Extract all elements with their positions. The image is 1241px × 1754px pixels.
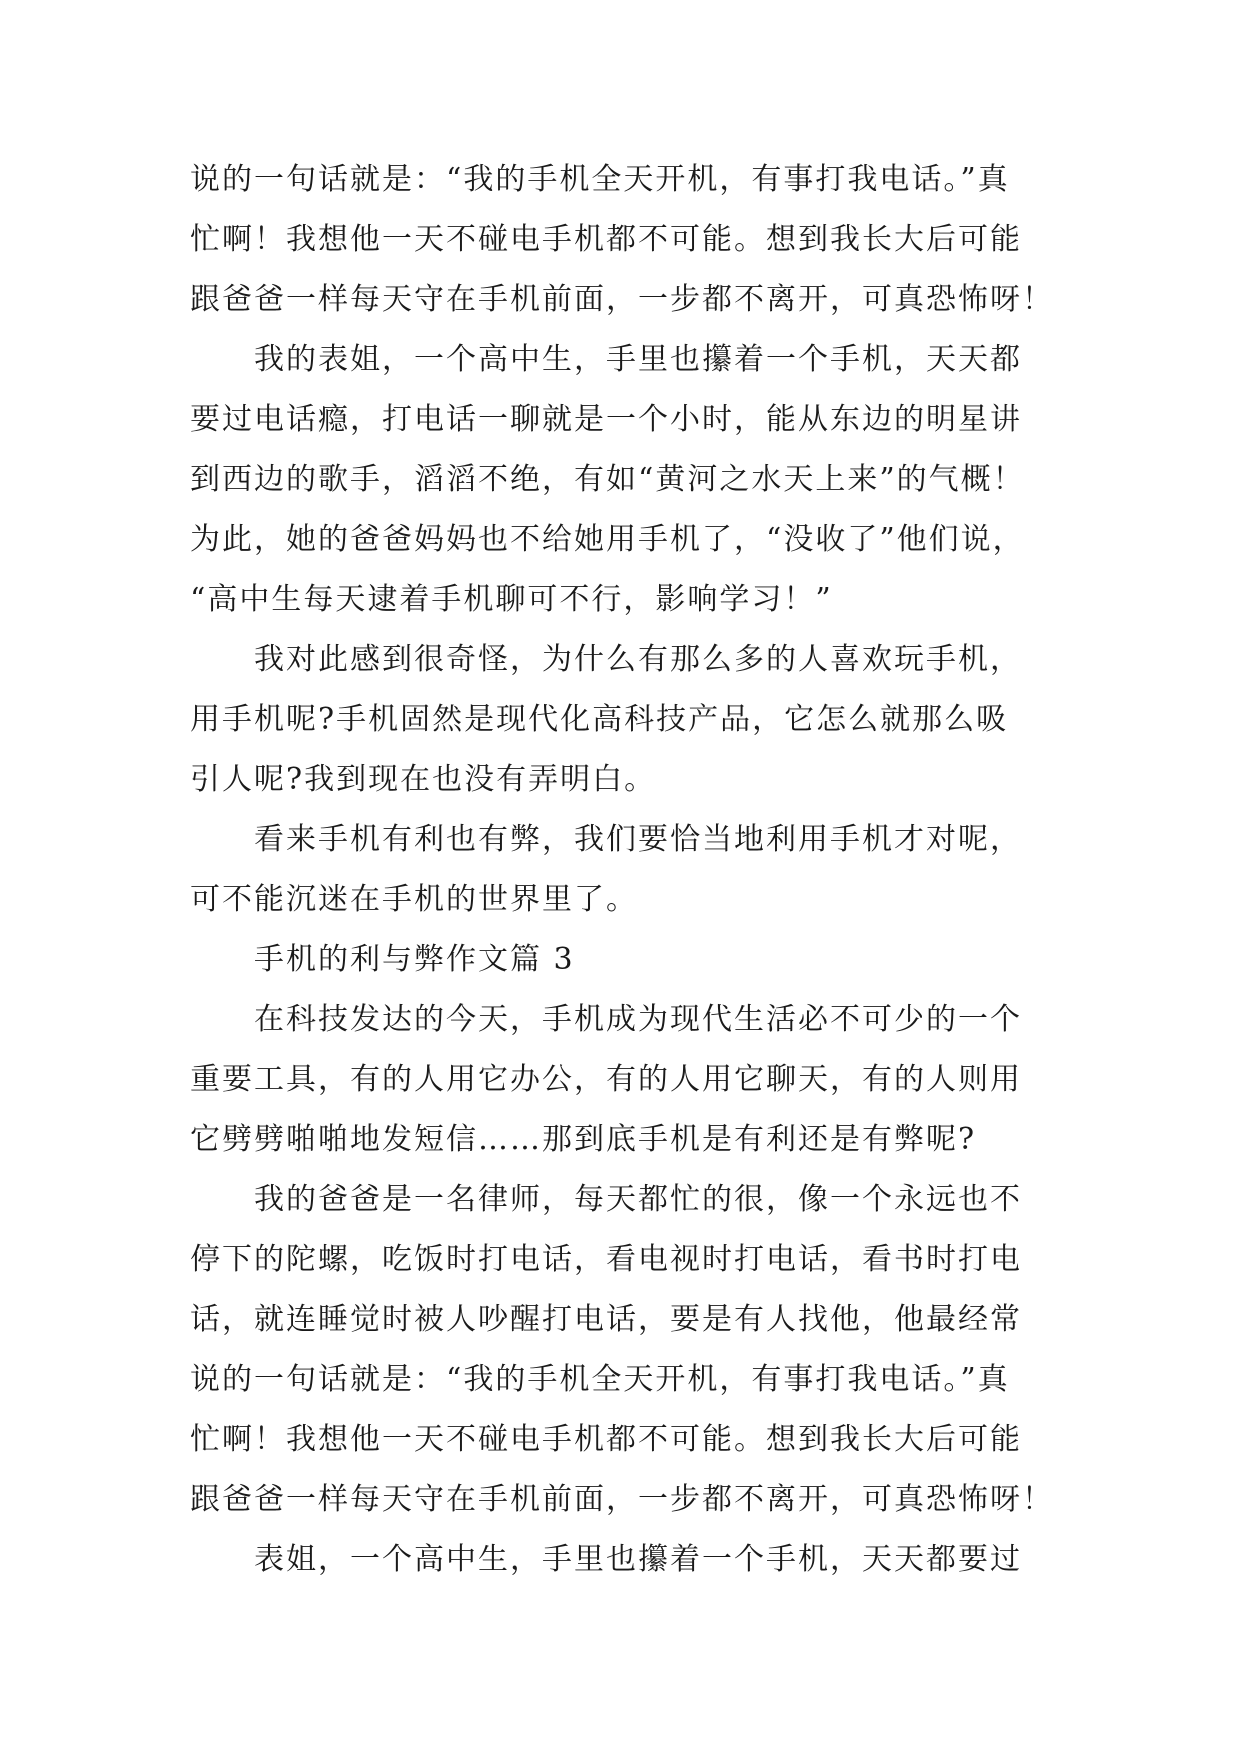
text-line: 忙啊！我想他一天不碰电手机都不可能。想到我长大后可能 [190, 1422, 1022, 1457]
text-line: 要过电话瘾，打电话一聊就是一个小时，能从东边的明星讲 [190, 402, 1022, 437]
text-line: 我的爸爸是一名律师，每天都忙的很，像一个永远也不 [254, 1182, 1022, 1217]
body-text [190, 150, 1090, 1590]
text-line: 可不能沉迷在手机的世界里了。 [190, 882, 638, 917]
text-line: 为此，她的爸爸妈妈也不给她用手机了，“没收了”他们说， [190, 522, 1025, 557]
text-line: 到西边的歌手，滔滔不绝，有如“黄河之水天上来”的气概！ [190, 462, 1025, 497]
text-line: 我的表姐，一个高中生，手里也攥着一个手机，天天都 [254, 342, 1022, 377]
text-line: 停下的陀螺，吃饭时打电话，看电视时打电话，看书时打电 [190, 1242, 1022, 1277]
text-line: 重要工具，有的人用它办公，有的人用它聊天，有的人则用 [190, 1062, 1022, 1097]
text-line: 它劈劈啪啪地发短信……那到底手机是有利还是有弊呢? [190, 1122, 977, 1157]
text-line: 表姐，一个高中生，手里也攥着一个手机，天天都要过 [254, 1542, 1022, 1577]
text-line: 我对此感到很奇怪，为什么有那么多的人喜欢玩手机， [254, 642, 1022, 677]
text-line: 说的一句话就是：“我的手机全天开机，有事打我电话。”真 [190, 1362, 1010, 1397]
text-line: 跟爸爸一样每天守在手机前面，一步都不离开，可真恐怖呀！ [190, 1482, 1054, 1517]
text-line: “高中生每天逮着手机聊可不行，影响学习！” [190, 582, 833, 617]
text-line: 话，就连睡觉时被人吵醒打电话，要是有人找他，他最经常 [190, 1302, 1022, 1337]
text-line: 忙啊！我想他一天不碰电手机都不可能。想到我长大后可能 [190, 222, 1022, 257]
text-line: 引人呢?我到现在也没有弄明白。 [190, 762, 657, 797]
text-line: 用手机呢?手机固然是现代化高科技产品，它怎么就那么吸 [190, 702, 1009, 737]
text-line: 在科技发达的今天，手机成为现代生活必不可少的一个 [254, 1002, 1022, 1037]
text-line: 说的一句话就是：“我的手机全天开机，有事打我电话。”真 [190, 162, 1010, 197]
text-line: 跟爸爸一样每天守在手机前面，一步都不离开，可真恐怖呀！ [190, 282, 1054, 317]
text-line: 手机的利与弊作文篇 3 [254, 942, 575, 977]
text-line: 看来手机有利也有弊，我们要恰当地利用手机才对呢， [254, 822, 1022, 857]
